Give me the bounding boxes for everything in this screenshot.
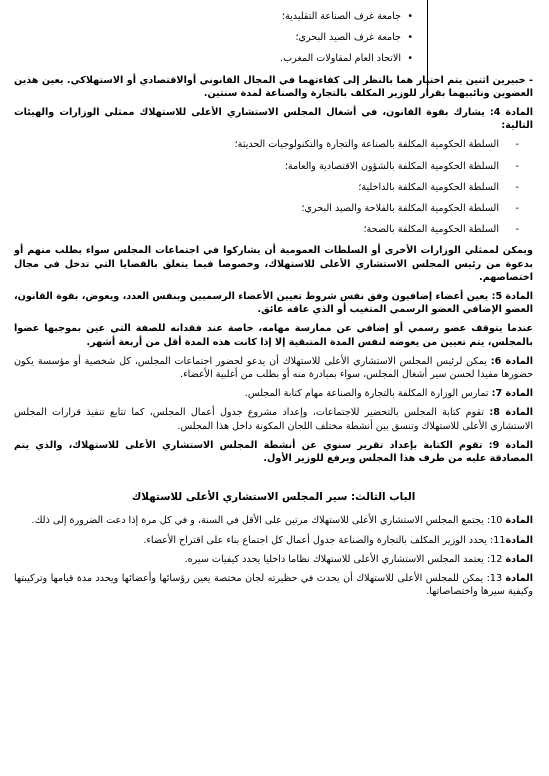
authorities-list xyxy=(14,138,533,236)
article-text: 11: يحدد الوزير المكلف بالتجارة والصناعة جدول أعمال كل اجتماع بناء على اقتراح الأعضاء. xyxy=(143,534,506,546)
article-label: المادة 6: xyxy=(490,355,533,367)
article-text: 12: يعتمد المجلس الاستشاري الأعلى للاستهلاك نظاما داخليا يحدد كيفيات سيره. xyxy=(184,553,506,565)
other-representatives-paragraph: ويمكن لممثلي الوزارات الأخرى أو السلطات العمومية أن يشاركوا في اجتماعات المجلس سواء بطلب منهم أو بدعوة من رئيس المجلس الاستشاري الأعلى للاستهلاك، وخصوصا فيما يتعلق بالقضايا التي تدخل في مجال اختصاصهم. xyxy=(14,245,533,283)
article-text: 13: يمكن للمجلس الأعلى للاستهلاك أن يحدث في حظيرته لجان مختصة يعين رؤسائها وأعضائها ويحدد مدة قيامها وتركيبتها وكيفية سيرها واختصاصاتها. xyxy=(14,573,533,598)
chambers-list xyxy=(14,10,533,66)
article-label: المادة 8: xyxy=(489,407,533,419)
article-label: المادة 9: xyxy=(488,439,533,451)
article-label: المادة xyxy=(505,534,533,546)
article-label: المادة 4: xyxy=(489,107,533,119)
article-13 xyxy=(14,572,533,598)
list-item: - السلطة الحكومية المكلفة بالصحة؛ xyxy=(14,223,521,236)
article-text: يعين أعضاء إضافيون وفق نفس شروط تعيين الأعضاء الرسميين وبنفس العدد، ويعوض، بقوة القانون، العضو الإضافي العضو الرسمي المتغيب أو الذي عاقه عائق. xyxy=(14,291,533,316)
article-10 xyxy=(14,514,533,527)
article-text: تقوم الكتابة بإعداد تقرير سنوي عن أنشطة المجلس الاستشاري الأعلى للاستهلاك، والذي يتم المصادقة عليه من طرف هذا المجلس ويرفع للوزير الأول. xyxy=(14,439,533,465)
list-item: - السلطة الحكومية المكلفة بالشؤون الاقتصادية والعامة؛ xyxy=(14,160,521,173)
list-item: - السلطة الحكومية المكلفة بالداخلية؛ xyxy=(14,181,521,194)
article-text: يشارك بقوة القانون، في أشغال المجلس الاستشاري الأعلى للاستهلاك ممثلي الوزارات والهيئات التالية: xyxy=(14,107,533,132)
article-12 xyxy=(14,553,533,566)
article-text: تقوم كتابة المجلس بالتحضير للاجتماعات، وإعداد مشروع جدول أعمال المجلس، كما تتابع تنفيذ قرارات المجلس الاستشاري الأعلى للاستهلاك وتنسق بين أنشطة مختلف اللجان المكونة داخل هذا المجلس. xyxy=(14,407,533,432)
document-body xyxy=(14,10,533,599)
chapter-heading: الباب الثالث: سير المجلس الاستشاري الأعلى للاستهلاك xyxy=(131,491,416,504)
experts-paragraph: - خبيرين اثنين يتم اختيار هما بالنظر إلى كفاءتهما في المجال القانوني أوالاقتصادي أو الاستهلاكي. يعين هذين العضوين ونائبيهما بقرار للوزير المكلف بالتجارة والصناعة لمدة سنتين. xyxy=(14,74,533,99)
list-item: • جامعة غرف الصيد البحري؛ xyxy=(14,31,413,44)
article-5 xyxy=(14,290,533,316)
article-label: المادة xyxy=(505,573,533,585)
article-5-paragraph: عندما يتوقف عضو رسمي أو إضافي عن ممارسة مهامه، خاصة عند فقدانه للصفة التي عين بموجبها عضوا بالمجلس، يتم تعيين من يعوضه لنفس المدة المتبقية إلا إذا كانت هذه المدة أقل من أربعة أشهر. xyxy=(14,323,533,348)
article-4 xyxy=(14,106,533,132)
article-11 xyxy=(14,534,533,547)
article-label: المادة 5: xyxy=(491,291,533,303)
article-7 xyxy=(14,387,533,400)
article-text: 10: يجتمع المجلس الاستشاري الأعلى للاستهلاك مرتين على الأقل في السنة، و في كل مرة إذا دعت الضرورة إلى ذلك. xyxy=(31,515,506,527)
list-item: - السلطة الحكومية المكلفة بالفلاحة والصيد البحري؛ xyxy=(14,202,521,215)
list-item: • الاتحاد العام لمقاولات المغرب. xyxy=(14,52,413,65)
list-item: • جامعة غرف الصناعة التقليدية؛ xyxy=(14,10,413,23)
article-label: المادة 7: xyxy=(491,388,533,400)
article-8 xyxy=(14,406,533,432)
article-label: المادة xyxy=(505,553,533,565)
article-text: يمكن لرئيس المجلس الاستشاري الأعلى للاستهلاك أن يدعو لحضور اجتماعات المجلس، كل شخصية أو مؤسسة يكون حضورها مفيدا لحسن سير أشغال المجلس، سواء بمبادرة منه أو بطلب من أغلبية الأعضاء. xyxy=(14,355,533,381)
article-6 xyxy=(14,355,533,381)
article-9 xyxy=(14,439,533,465)
article-label: المادة xyxy=(505,515,533,527)
list-item: - السلطة الحكومية المكلفة بالصناعة والتجارة والتكنولوجيات الحديثة؛ xyxy=(14,138,521,151)
article-text: تمارس الوزارة المكلفة بالتجارة والصناعة مهام كتابة المجلس. xyxy=(244,388,492,400)
